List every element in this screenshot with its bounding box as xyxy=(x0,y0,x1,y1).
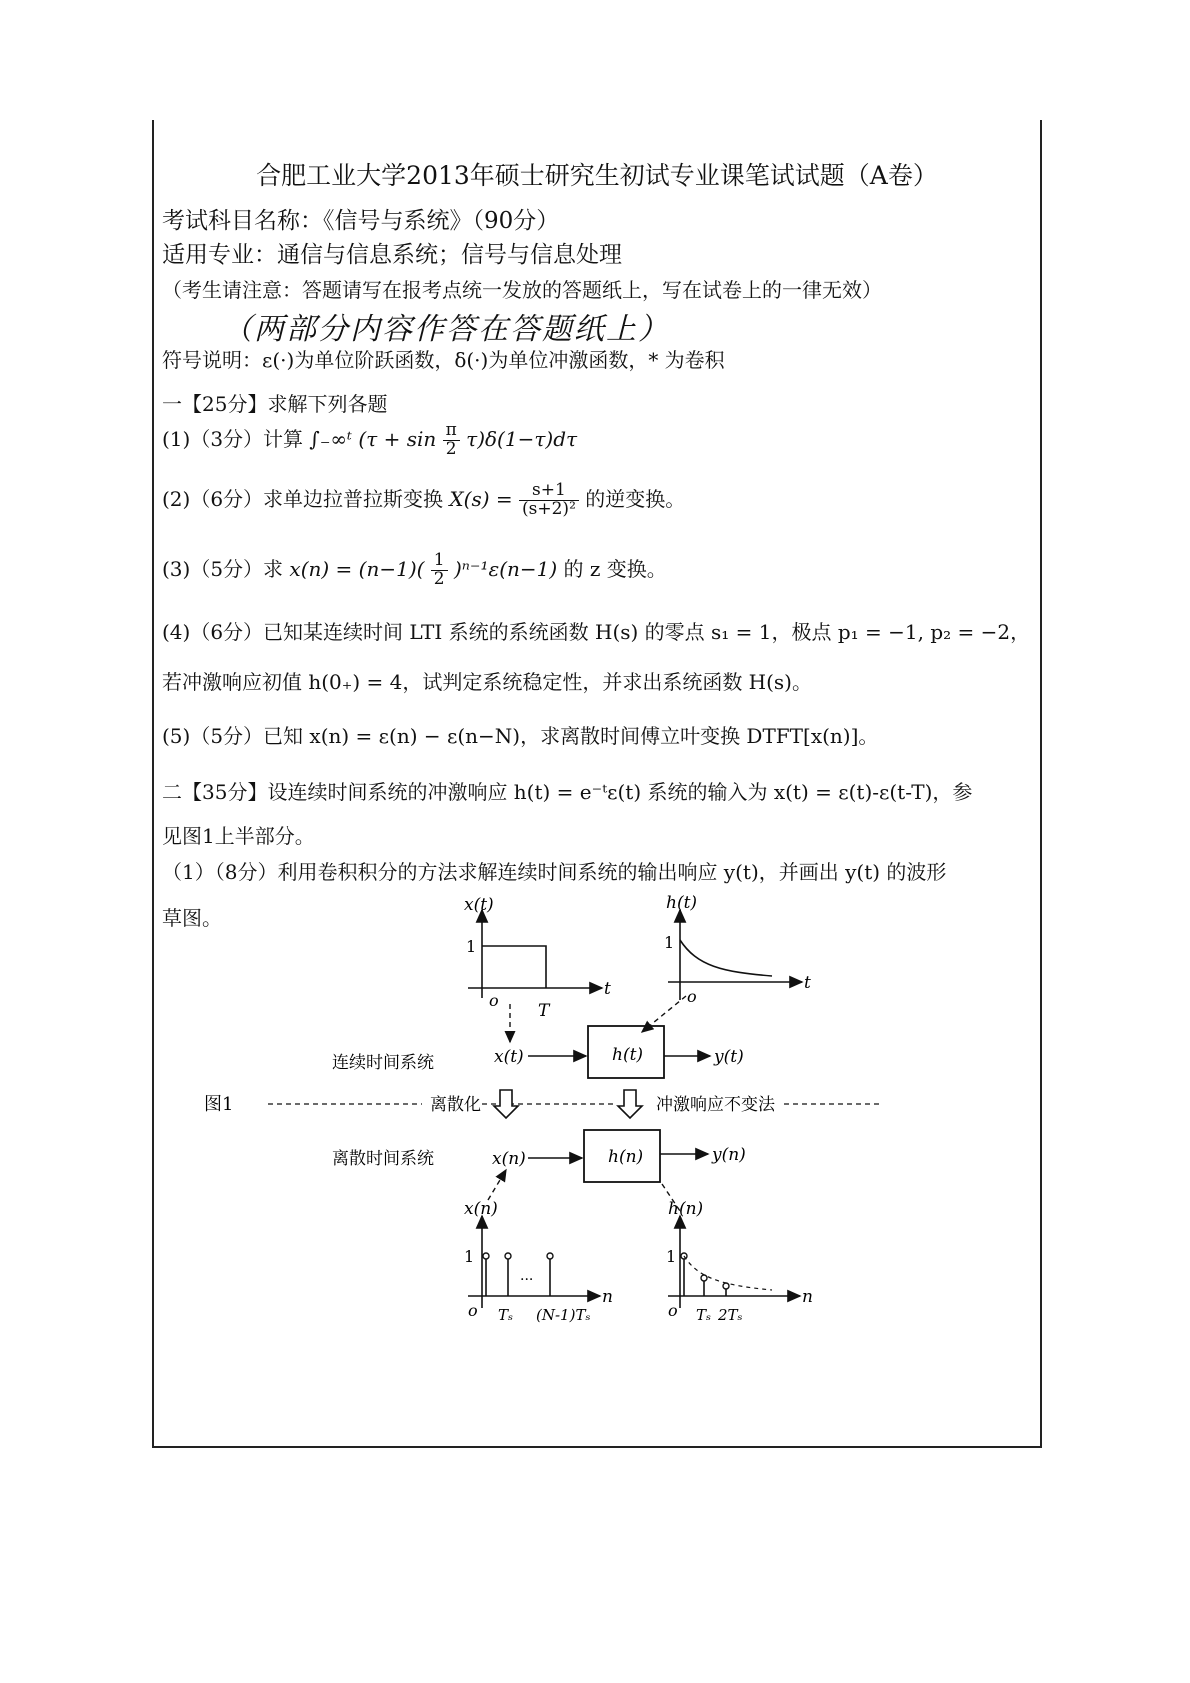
q3-fraction: $\frac{1}{2}$ xyxy=(431,552,448,589)
figure-1 xyxy=(152,120,1042,1450)
impulse-invariance-label: 冲激响应不变法 xyxy=(656,1095,775,1115)
dt-input-label: x(n) xyxy=(492,1149,526,1169)
xn-n-axis: n xyxy=(602,1287,613,1307)
section1-header: 一【25分】求解下列各题 xyxy=(162,392,388,416)
xn-Ts: Tₛ xyxy=(498,1306,514,1324)
question-1-4-line1: (4)（6分）已知某连续时间 LTI 系统的系统函数 H(s) 的零点 s₁ = 1，极点 p₁ = −1, p₂ = −2， xyxy=(162,620,1031,644)
section2-line1: 二【35分】设连续时间系统的冲激响应 h(t) = e⁻ᵗε(t) 系统的输入为 x(t) = ε(t)-ε(t-T)，参 xyxy=(162,780,973,804)
ht-plot xyxy=(664,893,811,1006)
q3-expr2: )ⁿ⁻¹ε(n−1) xyxy=(453,556,558,581)
question-2-1-line1: （1）（8分）利用卷积积分的方法求解连续时间系统的输出响应 y(t)，并画出 y(t) 的波形 xyxy=(162,860,947,884)
figure-caption: 图1 xyxy=(204,1094,234,1115)
discrete-system-label: 离散时间系统 xyxy=(332,1149,434,1169)
ht-label: h(t) xyxy=(666,893,698,913)
hn-Ts: Tₛ xyxy=(696,1306,712,1324)
dt-box-label: h(n) xyxy=(608,1147,644,1167)
q3-tail: 的 z 变换。 xyxy=(563,556,667,581)
q2-tail: 的逆变换。 xyxy=(585,486,686,511)
hn-origin: o xyxy=(668,1301,678,1320)
xt-plot xyxy=(464,895,611,1021)
continuous-system-label: 连续时间系统 xyxy=(332,1053,434,1073)
ht-origin: o xyxy=(687,987,697,1006)
q1-fraction: $\frac{\pi}{2}$ xyxy=(443,422,460,459)
xn-origin: o xyxy=(468,1301,478,1320)
ct-output-label: y(t) xyxy=(714,1047,744,1067)
hn-label: h(n) xyxy=(668,1199,704,1219)
xt-one: 1 xyxy=(466,937,477,956)
exam-sheet xyxy=(152,120,1042,1450)
exam-notice: （考生请注意：答题请写在报考点统一发放的答题纸上，写在试卷上的一律无效） xyxy=(162,278,882,302)
impulse-invariance-arrow-icon xyxy=(618,1090,642,1118)
hn-2Ts: 2Tₛ xyxy=(718,1306,743,1324)
xt-t-axis: t xyxy=(604,979,611,999)
discretize-label: 离散化 xyxy=(430,1095,481,1115)
exam-majors: 适用专业：通信与信息系统；信号与信息处理 xyxy=(162,242,622,268)
question-2-1-line2: 草图。 xyxy=(162,906,222,930)
handwritten-note: （两部分内容作答在答题纸上） xyxy=(222,312,670,347)
exam-subject: 考试科目名称：《信号与系统》（90分） xyxy=(162,208,560,234)
q2-prefix: (2)（6分）求单边拉普拉斯变换 xyxy=(162,486,444,511)
xn-dots: ... xyxy=(520,1268,534,1284)
question-1-5: (5)（5分）已知 x(n) = ε(n) − ε(n−N)，求离散时间傅立叶变换 DTFT[x(n)]。 xyxy=(162,724,879,748)
section2-line2: 见图1上半部分。 xyxy=(162,824,315,848)
q1-prefix: (1)（3分）计算 xyxy=(162,426,304,451)
xt-origin: o xyxy=(489,991,499,1010)
hn-one: 1 xyxy=(666,1247,677,1266)
hn-plot xyxy=(666,1199,813,1324)
xn-N1Ts: (N-1)Tₛ xyxy=(536,1306,591,1324)
question-1-4-line2: 若冲激响应初值 h(0₊) = 4，试判定系统稳定性，并求出系统函数 H(s)。 xyxy=(162,670,812,694)
dt-output-label: y(n) xyxy=(712,1145,746,1165)
q3-prefix: (3)（5分）求 xyxy=(162,556,284,581)
hn-n-axis: n xyxy=(802,1287,813,1307)
symbol-legend: 符号说明：ε(·)为单位阶跃函数，δ(·)为单位冲激函数，* 为卷积 xyxy=(162,348,725,372)
q2-fraction: $\frac{s+1}{\text{(s+2)²}}$ xyxy=(519,482,579,519)
q2-lhs: X(s) = xyxy=(449,486,513,511)
ht-one: 1 xyxy=(664,933,675,952)
xt-T: T xyxy=(538,1001,550,1021)
ct-input-label: x(t) xyxy=(494,1047,524,1067)
xt-label: x(t) xyxy=(464,895,494,915)
exam-title: 合肥工业大学2013年硕士研究生初试专业课笔试试题（A卷） xyxy=(256,161,938,190)
xn-label: x(n) xyxy=(464,1199,498,1219)
ct-box-label: h(t) xyxy=(612,1045,644,1065)
q3-expr1: x(n) = (n−1)( xyxy=(289,556,425,581)
xn-one: 1 xyxy=(464,1247,475,1266)
ht-t-axis: t xyxy=(804,973,811,993)
q1-tail: τ)δ(1−τ)dτ xyxy=(466,426,578,451)
xn-plot xyxy=(464,1199,613,1324)
q1-integral: ∫₋∞ᵗ (τ + sin xyxy=(309,426,437,451)
discretize-arrow-icon xyxy=(494,1090,518,1118)
